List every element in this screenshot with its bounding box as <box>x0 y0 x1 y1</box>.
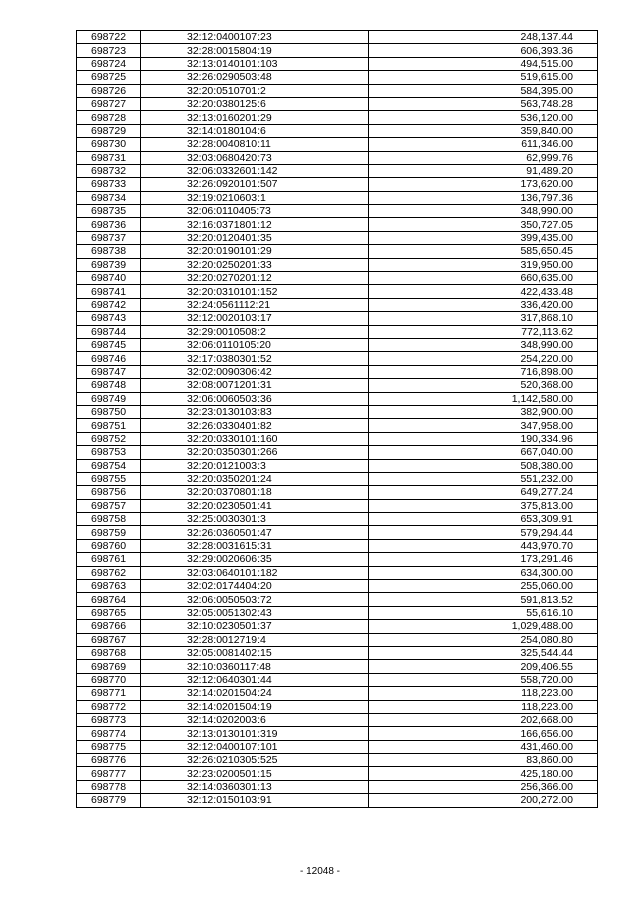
table-body <box>77 31 598 808</box>
row-number-cell: 698734 <box>77 191 141 204</box>
cadastral-value-cell: 443,970.70 <box>369 539 598 552</box>
cadastral-value-cell: 382,900.00 <box>369 405 598 418</box>
cadastral-value-cell: 536,120.00 <box>369 111 598 124</box>
cadastral-value-cell: 62,999.76 <box>369 151 598 164</box>
row-number-cell: 698762 <box>77 566 141 579</box>
row-number-cell: 698771 <box>77 687 141 700</box>
cadastral-number-cell: 32:10:0360117:48 <box>141 660 369 673</box>
cadastral-number-cell: 32:28:0015804:19 <box>141 44 369 57</box>
cadastral-value-cell: 118,223.00 <box>369 700 598 713</box>
row-number-cell: 698736 <box>77 218 141 231</box>
table-row <box>77 472 598 485</box>
table-row <box>77 419 598 432</box>
row-number-cell: 698763 <box>77 580 141 593</box>
cadastral-number-cell: 32:06:0060503:36 <box>141 392 369 405</box>
cadastral-value-cell: 508,380.00 <box>369 459 598 472</box>
row-number-cell: 698742 <box>77 298 141 311</box>
row-number-cell: 698730 <box>77 138 141 151</box>
cadastral-number-cell: 32:06:0110105:20 <box>141 338 369 351</box>
row-number-cell: 698727 <box>77 97 141 110</box>
table-row <box>77 84 598 97</box>
table-row <box>77 553 598 566</box>
table-row <box>77 392 598 405</box>
table-row <box>77 44 598 57</box>
cadastral-number-cell: 32:13:0160201:29 <box>141 111 369 124</box>
row-number-cell: 698761 <box>77 553 141 566</box>
cadastral-number-cell: 32:12:0400107:23 <box>141 31 369 44</box>
cadastral-number-cell: 32:20:0121003:3 <box>141 459 369 472</box>
table-row <box>77 31 598 44</box>
row-number-cell: 698766 <box>77 620 141 633</box>
row-number-cell: 698744 <box>77 325 141 338</box>
cadastral-number-cell: 32:20:0380125:6 <box>141 97 369 110</box>
row-number-cell: 698726 <box>77 84 141 97</box>
table-row <box>77 513 598 526</box>
row-number-cell: 698752 <box>77 432 141 445</box>
cadastral-number-cell: 32:05:0051302:43 <box>141 606 369 619</box>
row-number-cell: 698772 <box>77 700 141 713</box>
row-number-cell: 698745 <box>77 338 141 351</box>
cadastral-number-cell: 32:20:0350301:266 <box>141 446 369 459</box>
row-number-cell: 698733 <box>77 178 141 191</box>
row-number-cell: 698738 <box>77 245 141 258</box>
cadastral-value-cell: 611,346.00 <box>369 138 598 151</box>
cadastral-number-cell: 32:20:0330101:160 <box>141 432 369 445</box>
cadastral-number-cell: 32:26:0210305:525 <box>141 754 369 767</box>
cadastral-number-cell: 32:26:0290503:48 <box>141 71 369 84</box>
cadastral-number-cell: 32:02:0090306:42 <box>141 365 369 378</box>
cadastral-value-cell: 173,620.00 <box>369 178 598 191</box>
cadastral-value-cell: 494,515.00 <box>369 57 598 70</box>
table-row <box>77 486 598 499</box>
table-row <box>77 646 598 659</box>
row-number-cell: 698741 <box>77 285 141 298</box>
row-number-cell: 698724 <box>77 57 141 70</box>
table-row <box>77 111 598 124</box>
row-number-cell: 698757 <box>77 499 141 512</box>
cadastral-number-cell: 32:28:0012719:4 <box>141 633 369 646</box>
row-number-cell: 698779 <box>77 794 141 807</box>
row-number-cell: 698722 <box>77 31 141 44</box>
cadastral-number-cell: 32:29:0020606:35 <box>141 553 369 566</box>
table-row <box>77 405 598 418</box>
table-row <box>77 580 598 593</box>
table-row <box>77 700 598 713</box>
table-row <box>77 794 598 807</box>
cadastral-number-cell: 32:20:0350201:24 <box>141 472 369 485</box>
cadastral-number-cell: 32:23:0130103:83 <box>141 405 369 418</box>
cadastral-number-cell: 32:26:0920101:507 <box>141 178 369 191</box>
page-number: - 12048 - <box>299 866 341 877</box>
table-row <box>77 660 598 673</box>
row-number-cell: 698767 <box>77 633 141 646</box>
table-row <box>77 191 598 204</box>
table-row <box>77 218 598 231</box>
cadastral-value-cell: 350,727.05 <box>369 218 598 231</box>
row-number-cell: 698765 <box>77 606 141 619</box>
cadastral-number-cell: 32:20:0250201:33 <box>141 258 369 271</box>
row-number-cell: 698770 <box>77 673 141 686</box>
table-row <box>77 245 598 258</box>
row-number-cell: 698769 <box>77 660 141 673</box>
cadastral-value-cell: 606,393.36 <box>369 44 598 57</box>
row-number-cell: 698731 <box>77 151 141 164</box>
cadastral-number-cell: 32:13:0130101:319 <box>141 727 369 740</box>
cadastral-number-cell: 32:12:0640301:44 <box>141 673 369 686</box>
cadastral-number-cell: 32:08:0071201:31 <box>141 379 369 392</box>
cadastral-number-cell: 32:14:0201504:24 <box>141 687 369 700</box>
cadastral-number-cell: 32:03:0640101:182 <box>141 566 369 579</box>
cadastral-value-cell: 347,958.00 <box>369 419 598 432</box>
row-number-cell: 698746 <box>77 352 141 365</box>
table-row <box>77 740 598 753</box>
table-row <box>77 606 598 619</box>
row-number-cell: 698777 <box>77 767 141 780</box>
row-number-cell: 698775 <box>77 740 141 753</box>
cadastral-value-cell: 716,898.00 <box>369 365 598 378</box>
table-row <box>77 352 598 365</box>
cadastral-number-cell: 32:14:0202003:6 <box>141 713 369 726</box>
cadastral-number-cell: 32:12:0400107:101 <box>141 740 369 753</box>
row-number-cell: 698735 <box>77 205 141 218</box>
cadastral-number-cell: 32:14:0360301:13 <box>141 780 369 793</box>
cadastral-value-cell: 431,460.00 <box>369 740 598 753</box>
table-row <box>77 767 598 780</box>
cadastral-value-cell: 772,113.62 <box>369 325 598 338</box>
cadastral-value-cell: 667,040.00 <box>369 446 598 459</box>
table-row <box>77 687 598 700</box>
cadastral-value-cell: 348,990.00 <box>369 205 598 218</box>
cadastral-value-cell: 91,489.20 <box>369 164 598 177</box>
cadastral-number-cell: 32:14:0180104:6 <box>141 124 369 137</box>
cadastral-value-cell: 649,277.24 <box>369 486 598 499</box>
cadastral-number-cell: 32:12:0020103:17 <box>141 312 369 325</box>
cadastral-number-cell: 32:24:0561112:21 <box>141 298 369 311</box>
table-row <box>77 713 598 726</box>
cadastral-number-cell: 32:10:0230501:37 <box>141 620 369 633</box>
row-number-cell: 698754 <box>77 459 141 472</box>
table-row <box>77 566 598 579</box>
cadastral-value-cell: 319,950.00 <box>369 258 598 271</box>
table-row <box>77 138 598 151</box>
cadastral-value-cell: 166,656.00 <box>369 727 598 740</box>
cadastral-value-cell: 399,435.00 <box>369 231 598 244</box>
cadastral-number-cell: 32:28:0040810:11 <box>141 138 369 151</box>
table-row <box>77 124 598 137</box>
cadastral-number-cell: 32:23:0200501:15 <box>141 767 369 780</box>
table-row <box>77 151 598 164</box>
row-number-cell: 698760 <box>77 539 141 552</box>
table-row <box>77 432 598 445</box>
row-number-cell: 698723 <box>77 44 141 57</box>
cadastral-value-cell: 173,291.46 <box>369 553 598 566</box>
cadastral-value-cell: 551,232.00 <box>369 472 598 485</box>
row-number-cell: 698740 <box>77 272 141 285</box>
cadastral-value-cell: 422,433.48 <box>369 285 598 298</box>
row-number-cell: 698758 <box>77 513 141 526</box>
table-row <box>77 620 598 633</box>
cadastral-value-cell: 520,368.00 <box>369 379 598 392</box>
table-row <box>77 539 598 552</box>
table-row <box>77 365 598 378</box>
cadastral-value-cell: 254,080.80 <box>369 633 598 646</box>
cadastral-value-cell: 584,395.00 <box>369 84 598 97</box>
cadastral-number-cell: 32:06:0332601:142 <box>141 164 369 177</box>
cadastral-value-cell: 558,720.00 <box>369 673 598 686</box>
cadastral-value-cell: 255,060.00 <box>369 580 598 593</box>
table-row <box>77 164 598 177</box>
row-number-cell: 698778 <box>77 780 141 793</box>
cadastral-number-cell: 32:12:0150103:91 <box>141 794 369 807</box>
cadastral-value-cell: 200,272.00 <box>369 794 598 807</box>
cadastral-value-cell: 136,797.36 <box>369 191 598 204</box>
table-row <box>77 593 598 606</box>
cadastral-value-cell: 1,029,488.00 <box>369 620 598 633</box>
cadastral-value-cell: 585,650.45 <box>369 245 598 258</box>
row-number-cell: 698750 <box>77 405 141 418</box>
table-row <box>77 285 598 298</box>
cadastral-value-cell: 83,860.00 <box>369 754 598 767</box>
cadastral-number-cell: 32:19:0210603:1 <box>141 191 369 204</box>
table-row <box>77 499 598 512</box>
table-row <box>77 673 598 686</box>
row-number-cell: 698748 <box>77 379 141 392</box>
row-number-cell: 698749 <box>77 392 141 405</box>
cadastral-value-cell: 425,180.00 <box>369 767 598 780</box>
cadastral-value-cell: 348,990.00 <box>369 338 598 351</box>
cadastral-value-cell: 519,615.00 <box>369 71 598 84</box>
cadastral-number-cell: 32:20:0310101:152 <box>141 285 369 298</box>
table-row <box>77 272 598 285</box>
table-row <box>77 325 598 338</box>
cadastral-value-cell: 579,294.44 <box>369 526 598 539</box>
table-row <box>77 231 598 244</box>
cadastral-value-cell: 190,334.96 <box>369 432 598 445</box>
cadastral-number-cell: 32:28:0031615:31 <box>141 539 369 552</box>
cadastral-number-cell: 32:20:0190101:29 <box>141 245 369 258</box>
cadastral-value-cell: 317,868.10 <box>369 312 598 325</box>
row-number-cell: 698768 <box>77 646 141 659</box>
cadastral-number-cell: 32:25:0030301:3 <box>141 513 369 526</box>
cadastral-value-cell: 359,840.00 <box>369 124 598 137</box>
row-number-cell: 698773 <box>77 713 141 726</box>
table-row <box>77 178 598 191</box>
table-row <box>77 258 598 271</box>
row-number-cell: 698728 <box>77 111 141 124</box>
table-row <box>77 97 598 110</box>
row-number-cell: 698776 <box>77 754 141 767</box>
row-number-cell: 698747 <box>77 365 141 378</box>
cadastral-value-cell: 254,220.00 <box>369 352 598 365</box>
cadastral-number-cell: 32:06:0110405:73 <box>141 205 369 218</box>
cadastral-number-cell: 32:29:0010508:2 <box>141 325 369 338</box>
cadastral-number-cell: 32:02:0174404:20 <box>141 580 369 593</box>
cadastral-value-table <box>76 30 598 808</box>
cadastral-value-cell: 591,813.52 <box>369 593 598 606</box>
table-row <box>77 71 598 84</box>
row-number-cell: 698725 <box>77 71 141 84</box>
table-row <box>77 780 598 793</box>
cadastral-number-cell: 32:06:0050503:72 <box>141 593 369 606</box>
table-row <box>77 205 598 218</box>
cadastral-value-cell: 209,406.55 <box>369 660 598 673</box>
cadastral-number-cell: 32:16:0371801:12 <box>141 218 369 231</box>
cadastral-number-cell: 32:20:0120401:35 <box>141 231 369 244</box>
cadastral-number-cell: 32:26:0330401:82 <box>141 419 369 432</box>
cadastral-number-cell: 32:20:0510701:2 <box>141 84 369 97</box>
table-row <box>77 338 598 351</box>
cadastral-value-cell: 375,813.00 <box>369 499 598 512</box>
cadastral-value-cell: 202,668.00 <box>369 713 598 726</box>
row-number-cell: 698755 <box>77 472 141 485</box>
table-row <box>77 754 598 767</box>
cadastral-number-cell: 32:17:0380301:52 <box>141 352 369 365</box>
cadastral-value-cell: 325,544.44 <box>369 646 598 659</box>
row-number-cell: 698756 <box>77 486 141 499</box>
cadastral-number-cell: 32:13:0140101:103 <box>141 57 369 70</box>
table-row <box>77 312 598 325</box>
row-number-cell: 698753 <box>77 446 141 459</box>
cadastral-value-cell: 248,137.44 <box>369 31 598 44</box>
cadastral-value-cell: 1,142,580.00 <box>369 392 598 405</box>
table-row <box>77 446 598 459</box>
row-number-cell: 698774 <box>77 727 141 740</box>
table-row <box>77 298 598 311</box>
cadastral-number-cell: 32:03:0680420:73 <box>141 151 369 164</box>
cadastral-value-cell: 256,366.00 <box>369 780 598 793</box>
cadastral-number-cell: 32:20:0370801:18 <box>141 486 369 499</box>
cadastral-number-cell: 32:05:0081402:15 <box>141 646 369 659</box>
cadastral-value-cell: 336,420.00 <box>369 298 598 311</box>
cadastral-number-cell: 32:20:0230501:41 <box>141 499 369 512</box>
cadastral-value-cell: 563,748.28 <box>369 97 598 110</box>
cadastral-number-cell: 32:20:0270201:12 <box>141 272 369 285</box>
table-row <box>77 526 598 539</box>
table-row <box>77 57 598 70</box>
table-row <box>77 459 598 472</box>
row-number-cell: 698732 <box>77 164 141 177</box>
row-number-cell: 698729 <box>77 124 141 137</box>
row-number-cell: 698743 <box>77 312 141 325</box>
cadastral-number-cell: 32:14:0201504:19 <box>141 700 369 713</box>
table-row <box>77 379 598 392</box>
cadastral-value-cell: 55,616.10 <box>369 606 598 619</box>
row-number-cell: 698759 <box>77 526 141 539</box>
cadastral-value-cell: 660,635.00 <box>369 272 598 285</box>
row-number-cell: 698737 <box>77 231 141 244</box>
row-number-cell: 698764 <box>77 593 141 606</box>
cadastral-value-cell: 634,300.00 <box>369 566 598 579</box>
table-row <box>77 633 598 646</box>
row-number-cell: 698751 <box>77 419 141 432</box>
row-number-cell: 698739 <box>77 258 141 271</box>
cadastral-number-cell: 32:26:0360501:47 <box>141 526 369 539</box>
table-row <box>77 727 598 740</box>
cadastral-value-cell: 118,223.00 <box>369 687 598 700</box>
cadastral-value-cell: 653,309.91 <box>369 513 598 526</box>
